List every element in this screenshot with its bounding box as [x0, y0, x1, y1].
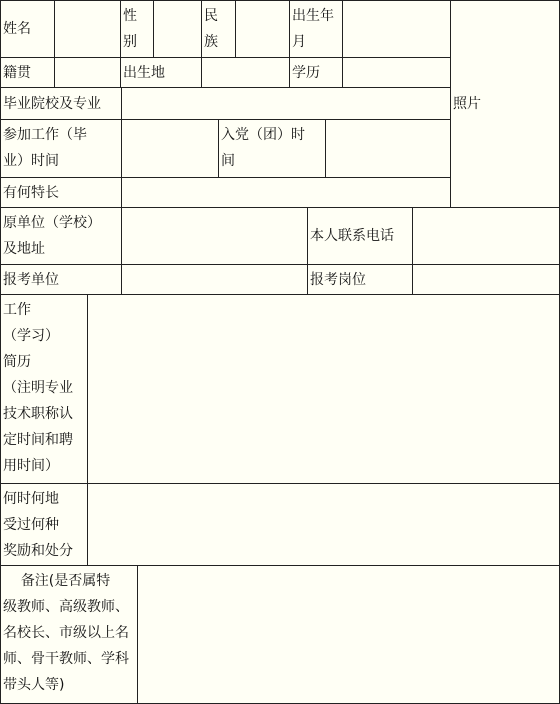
photo-box[interactable]: 照片 [450, 0, 560, 208]
resume-label: 工作 （学习） 简历 （注明专业 技术职称认 定时间和聘 用时间） [0, 294, 88, 484]
remarks-field[interactable] [137, 565, 560, 704]
remarks-label: 备注(是否属特 级教师、高级教师、 名校长、市级以上名 师、骨干教师、学科 带头人等) [0, 565, 138, 704]
applied-unit-field[interactable] [121, 264, 308, 295]
native-place-field[interactable] [54, 57, 121, 88]
name-label: 姓名 [0, 0, 55, 58]
specialty-field[interactable] [121, 177, 451, 208]
phone-field[interactable] [412, 207, 560, 265]
school-major-label: 毕业院校及专业 [0, 87, 122, 120]
ethnicity-field[interactable] [235, 0, 290, 58]
applied-unit-label: 报考单位 [0, 264, 122, 295]
party-join-label: 入党（团）时 间 [218, 119, 326, 178]
original-unit-field[interactable] [121, 207, 308, 265]
name-field[interactable] [54, 0, 121, 58]
native-place-label: 籍贯 [0, 57, 55, 88]
resume-field[interactable] [87, 294, 560, 484]
party-join-field[interactable] [325, 119, 451, 178]
specialty-label: 有何特长 [0, 177, 122, 208]
birth-date-field[interactable] [342, 0, 451, 58]
work-start-field[interactable] [121, 119, 219, 178]
awards-label: 何时何地 受过何种 奖励和处分 [0, 483, 88, 566]
birthplace-field[interactable] [201, 57, 290, 88]
education-label: 学历 [289, 57, 343, 88]
original-unit-label: 原单位（学校） 及地址 [0, 207, 122, 265]
education-field[interactable] [342, 57, 451, 88]
birth-date-label: 出生年 月 [289, 0, 343, 58]
applied-post-field[interactable] [412, 264, 560, 295]
gender-field[interactable] [153, 0, 202, 58]
awards-field[interactable] [87, 483, 560, 566]
work-start-label: 参加工作（毕 业）时间 [0, 119, 122, 178]
phone-label: 本人联系电话 [307, 207, 413, 265]
birthplace-label: 出生地 [120, 57, 202, 88]
gender-label: 性 别 [120, 0, 154, 58]
school-major-field[interactable] [121, 87, 451, 120]
ethnicity-label: 民 族 [201, 0, 236, 58]
applied-post-label: 报考岗位 [307, 264, 413, 295]
